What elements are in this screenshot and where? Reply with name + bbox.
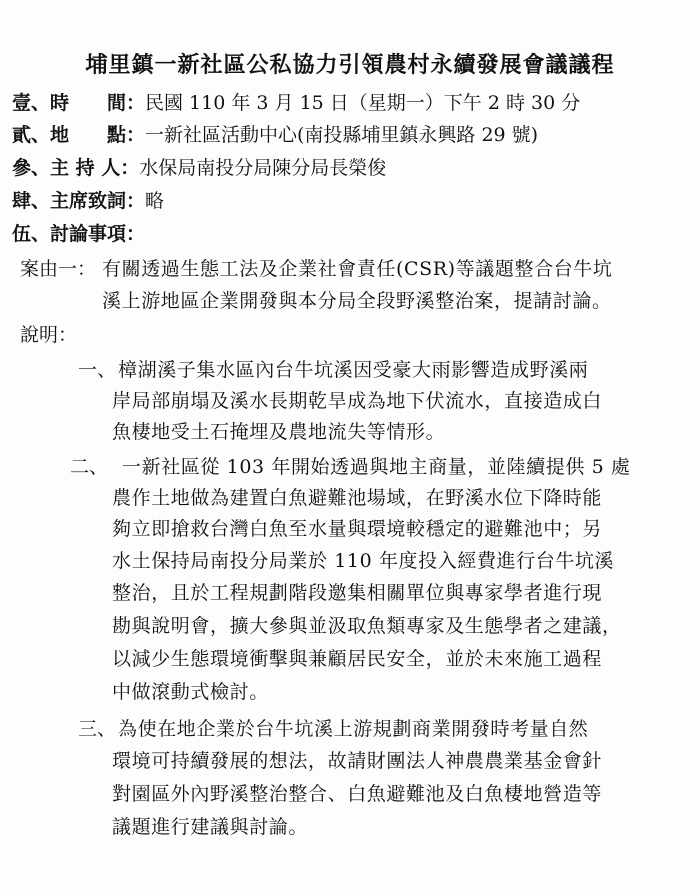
- item-line: 環境可持續發展的想法，故請財團法人神農農業基金會針: [112, 750, 603, 772]
- item-marker: 二、: [70, 456, 109, 478]
- item-line: 魚棲地受土石掩埋及農地流失等情形。: [112, 421, 446, 443]
- item-line: 整治，且於工程規劃階段邀集相關單位與專家學者進行現: [112, 582, 603, 604]
- info-speech-label: 肆、主席致詞：: [12, 190, 146, 212]
- item-marker: 三、: [78, 718, 117, 740]
- item-line: 以減少生態環境衝擊與兼顧居民安全，並於未來施工過程: [112, 648, 603, 670]
- item-line: 一新社區從 103 年開始透過與地主商量，並陸續提供 5 處: [122, 456, 631, 478]
- case-line: 有關透過生態工法及企業社會責任(CSR)等議題整合台牛坑: [102, 258, 613, 280]
- item-line: 對園區外內野溪整治整合、白魚避難池及白魚棲地營造等: [112, 783, 603, 805]
- info-host-value: 水保局南投分局陳分局長榮俊: [139, 157, 387, 179]
- info-discussion-label: 伍、討論事項：: [12, 223, 146, 245]
- item-line: 農作土地做為建置白魚避難池場域，在野溪水位下降時能: [112, 487, 603, 509]
- item-line: 議題進行建議與討論。: [112, 816, 309, 838]
- item-line: 岸局部崩塌及溪水長期乾旱成為地下伏流水，直接造成白: [112, 390, 603, 412]
- page-title: 埔里鎮一新社區公私協力引領農村永續發展會議議程: [85, 52, 615, 78]
- case-label: 案由一：: [20, 258, 97, 280]
- item-line: 夠立即搶救台灣白魚至水量與環境較穩定的避難池中；另: [112, 518, 603, 540]
- explanation-label: 說明：: [20, 324, 78, 346]
- info-speech-value: 略: [145, 190, 165, 212]
- case-line: 溪上游地區企業開發與本分局全段野溪整治案，提請討論。: [102, 290, 612, 312]
- item-line: 為使在地企業於台牛坑溪上游規劃商業開發時考量自然: [118, 718, 589, 740]
- info-time: [12, 88, 580, 118]
- item-marker: 一、: [78, 359, 117, 381]
- info-host-label: 參、主 持 人：: [12, 157, 140, 179]
- item-line: 水土保持局南投分局業於 110 年度投入經費進行台牛坑溪: [112, 550, 615, 572]
- info-place-value: 一新社區活動中心(南投縣埔里鎮永興路 29 號): [145, 124, 539, 146]
- info-time-value: 民國 110 年 3 月 15 日（星期一）下午 2 時 30 分: [145, 92, 581, 114]
- item-line: 樟湖溪子集水區內台牛坑溪因受豪大雨影響造成野溪兩: [118, 359, 589, 381]
- info-speech: [12, 186, 164, 216]
- info-discussion: [12, 219, 145, 249]
- item-line: 勘與說明會，擴大參與並汲取魚類專家及生態學者之建議，: [112, 615, 622, 637]
- info-time-label: 壹、時 間：: [12, 92, 146, 114]
- info-place: [12, 120, 538, 150]
- item-line: 中做滾動式檢討。: [112, 681, 269, 703]
- info-host: [12, 153, 386, 183]
- info-place-label: 貳、地 點：: [12, 124, 146, 146]
